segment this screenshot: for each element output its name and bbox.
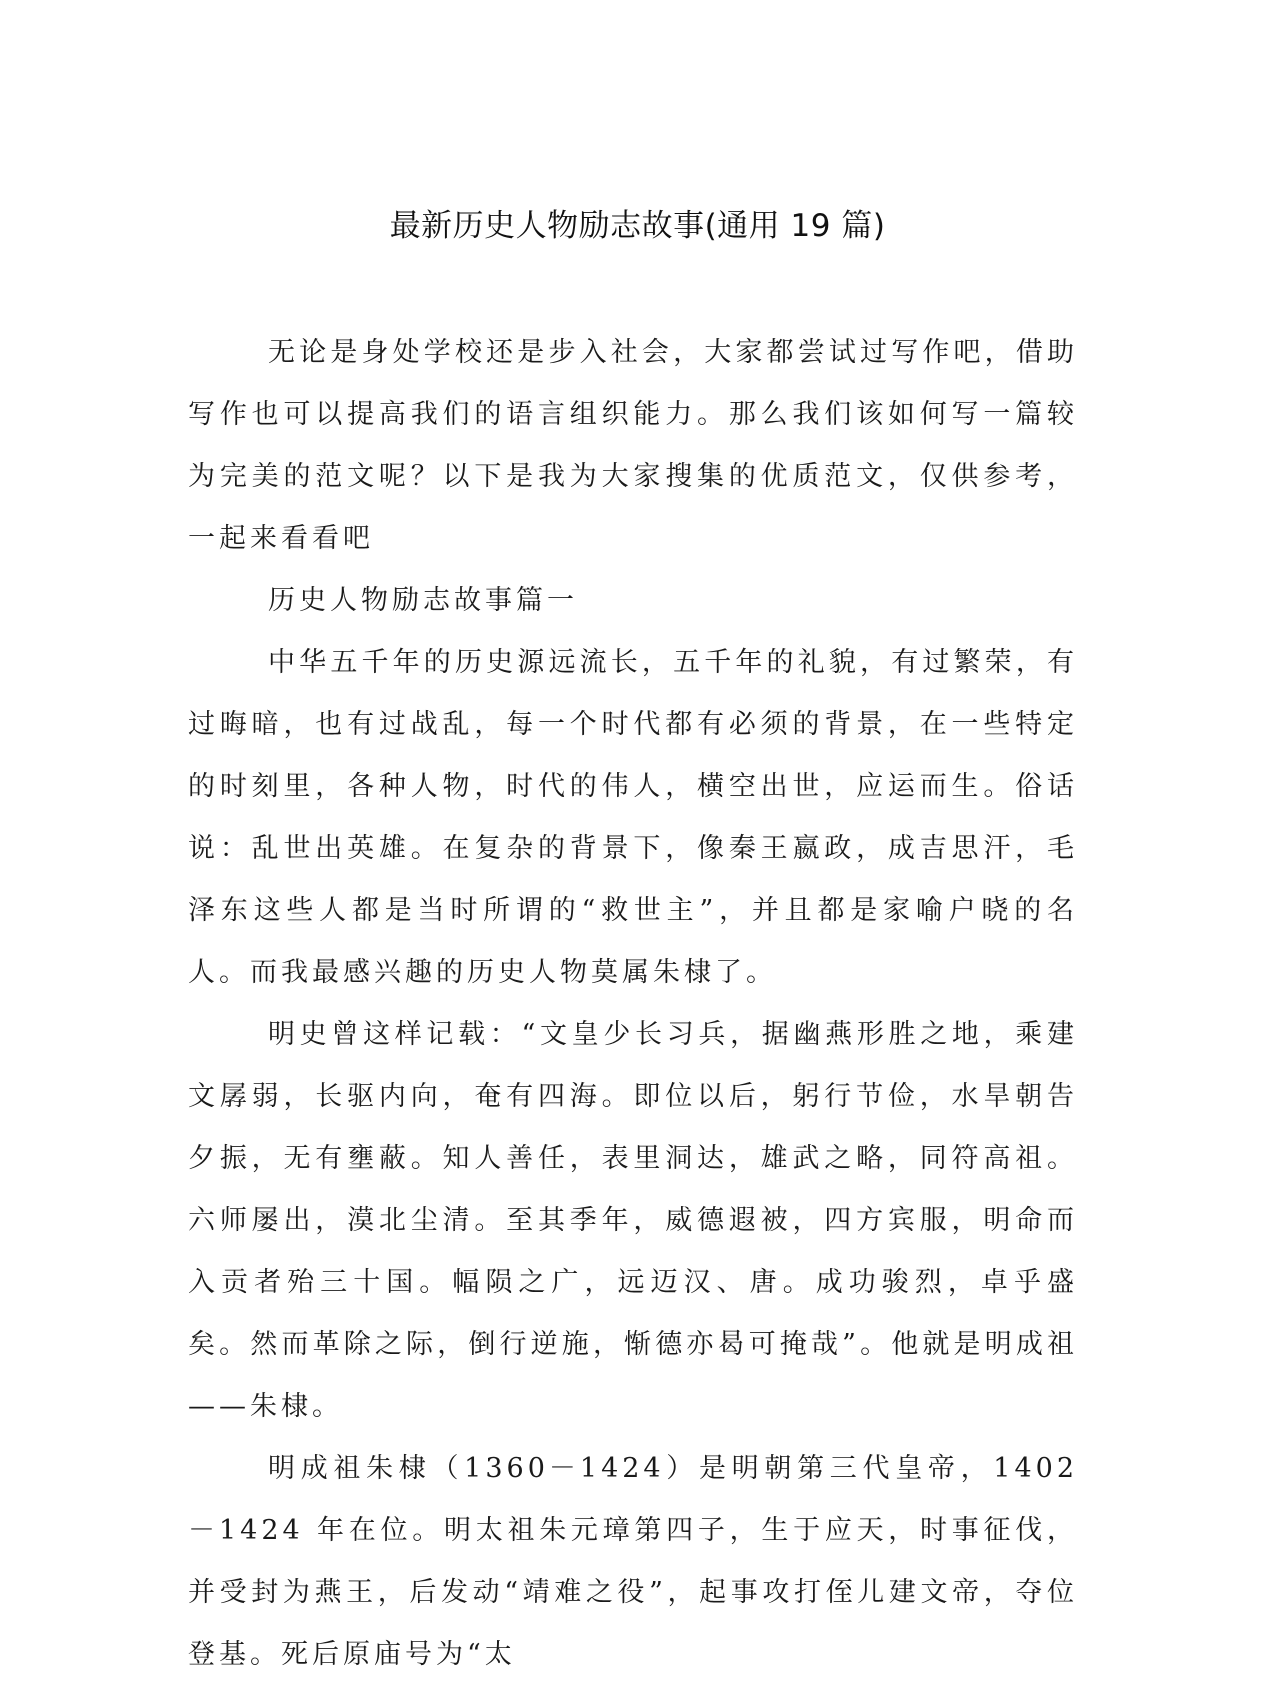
paragraph-zhu-di-biography: 明成祖朱棣（1360－1424）是明朝第三代皇帝，1402－1424 年在位。明太祖朱元璋第四子，生于应天，时事征伐，并受封为燕王，后发动“靖难之役”，起事攻打侄儿建文帝，夺位登基。死后原庙号为“太 xyxy=(188,1453,1078,1670)
paragraph-intro: 无论是身处学校还是步入社会，大家都尝试过写作吧，借助写作也可以提高我们的语言组织能力。那么我们该如何写一篇较为完美的范文呢？以下是我为大家搜集的优质范文，仅供参考，一起来看看吧 xyxy=(188,337,1078,554)
section-heading: 历史人物励志故事篇一 xyxy=(268,585,578,616)
document-title: 最新历史人物励志故事(通用 19 篇) xyxy=(389,208,886,244)
paragraph-ming-history-quote: 明史曾这样记载：“文皇少长习兵，据幽燕形胜之地，乘建文孱弱，长驱内向，奄有四海。即位以后，躬行节俭，水旱朝告夕振，无有壅蔽。知人善任，表里洞达，雄武之略，同符高祖。六师屡出，漠北尘清。至其季年，威德遐被，四方宾服，明命而入贡者殆三十国。幅陨之广，远迈汉、唐。成功骏烈，卓乎盛矣。然而革除之际，倒行逆施，惭德亦曷可掩哉”。他就是明成祖——朱棣。 xyxy=(188,1019,1078,1422)
paragraph-history: 中华五千年的历史源远流长，五千年的礼貌，有过繁荣，有过晦暗，也有过战乱，每一个时代都有必须的背景，在一些特定的时刻里，各种人物，时代的伟人，横空出世，应运而生。俗话说：乱世出英雄。在复杂的背景下，像秦王嬴政，成吉思汗，毛泽东这些人都是当时所谓的“救世主”，并且都是家喻户晓的名人。而我最感兴趣的历史人物莫属朱棣了。 xyxy=(188,647,1078,988)
document-body xyxy=(188,322,1078,1686)
